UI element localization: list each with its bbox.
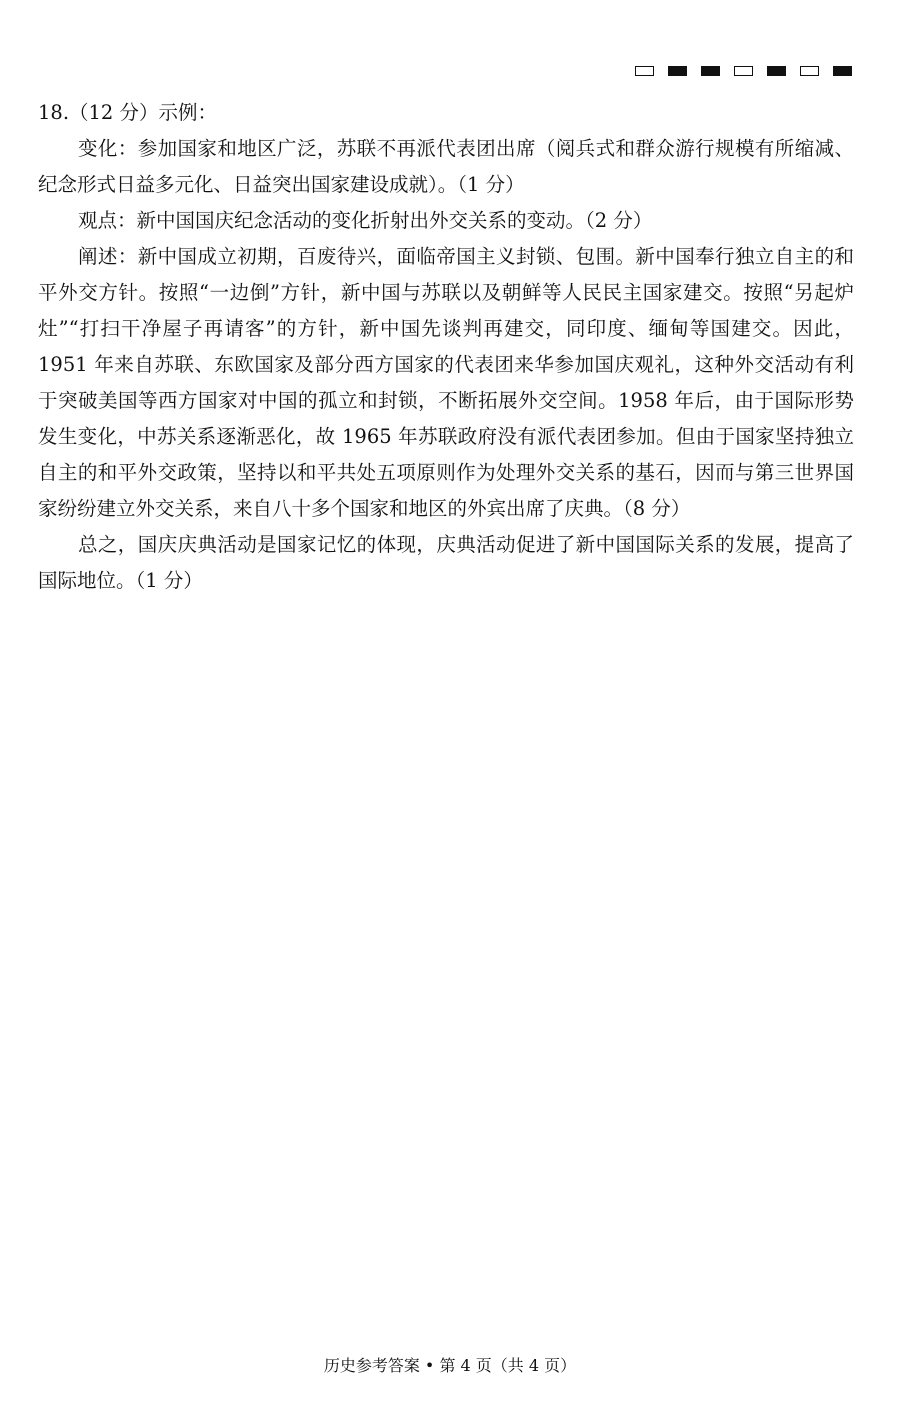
mark-empty	[800, 66, 819, 76]
mark-filled	[833, 66, 852, 76]
page-footer: 历史参考答案 • 第 4 页（共 4 页）	[323, 1356, 577, 1375]
change-paragraph: 变化：参加国家和地区广泛，苏联不再派代表团出席（阅兵式和群众游行规模有所缩减、纪念形式日益多元化、日益突出国家建设成就）。（1 分）	[38, 137, 854, 196]
mark-filled	[701, 66, 720, 76]
mark-filled	[767, 66, 786, 76]
mark-filled	[668, 66, 687, 76]
mark-empty	[635, 66, 654, 76]
question-heading: 18.（12 分）示例：	[38, 101, 218, 124]
conclusion-paragraph: 总之，国庆庆典活动是国家记忆的体现，庆典活动促进了新中国国际关系的发展，提高了国际地位。（1 分）	[38, 533, 854, 592]
viewpoint-paragraph: 观点：新中国国庆纪念活动的变化折射出外交关系的变动。（2 分）	[77, 209, 653, 232]
mark-empty	[734, 66, 753, 76]
elaboration-paragraph: 阐述：新中国成立初期，百废待兴，面临帝国主义封锁、包围。新中国奉行独立自主的和平外交方针。按照“一边倒”方针，新中国与苏联以及朝鲜等人民民主国家建交。按照“另起炉灶”“打扫干净屋子再请客”的方针，新中国先谈判再建交，同印度、缅甸等国建交。因此，1951 年来自苏联、东欧国家及部分西方国家的代表团来华参加国庆观礼，这种外交活动有利于突破美国等西方国家对中国的孤立和封锁，不断拓展外交空间。1958 年后，由于国际形势发生变化，中苏关系逐渐恶化，故 1965 年苏联政府没有派代表团参加。但由于国家坚持独立自主的和平外交政策，坚持以和平共处五项原则作为处理外交关系的基石，因而与第三世界国家纷纷建立外交关系，来自八十多个国家和地区的外宾出席了庆典。（8 分）	[38, 245, 854, 520]
page-marks	[635, 66, 852, 76]
answer-content	[38, 95, 854, 599]
